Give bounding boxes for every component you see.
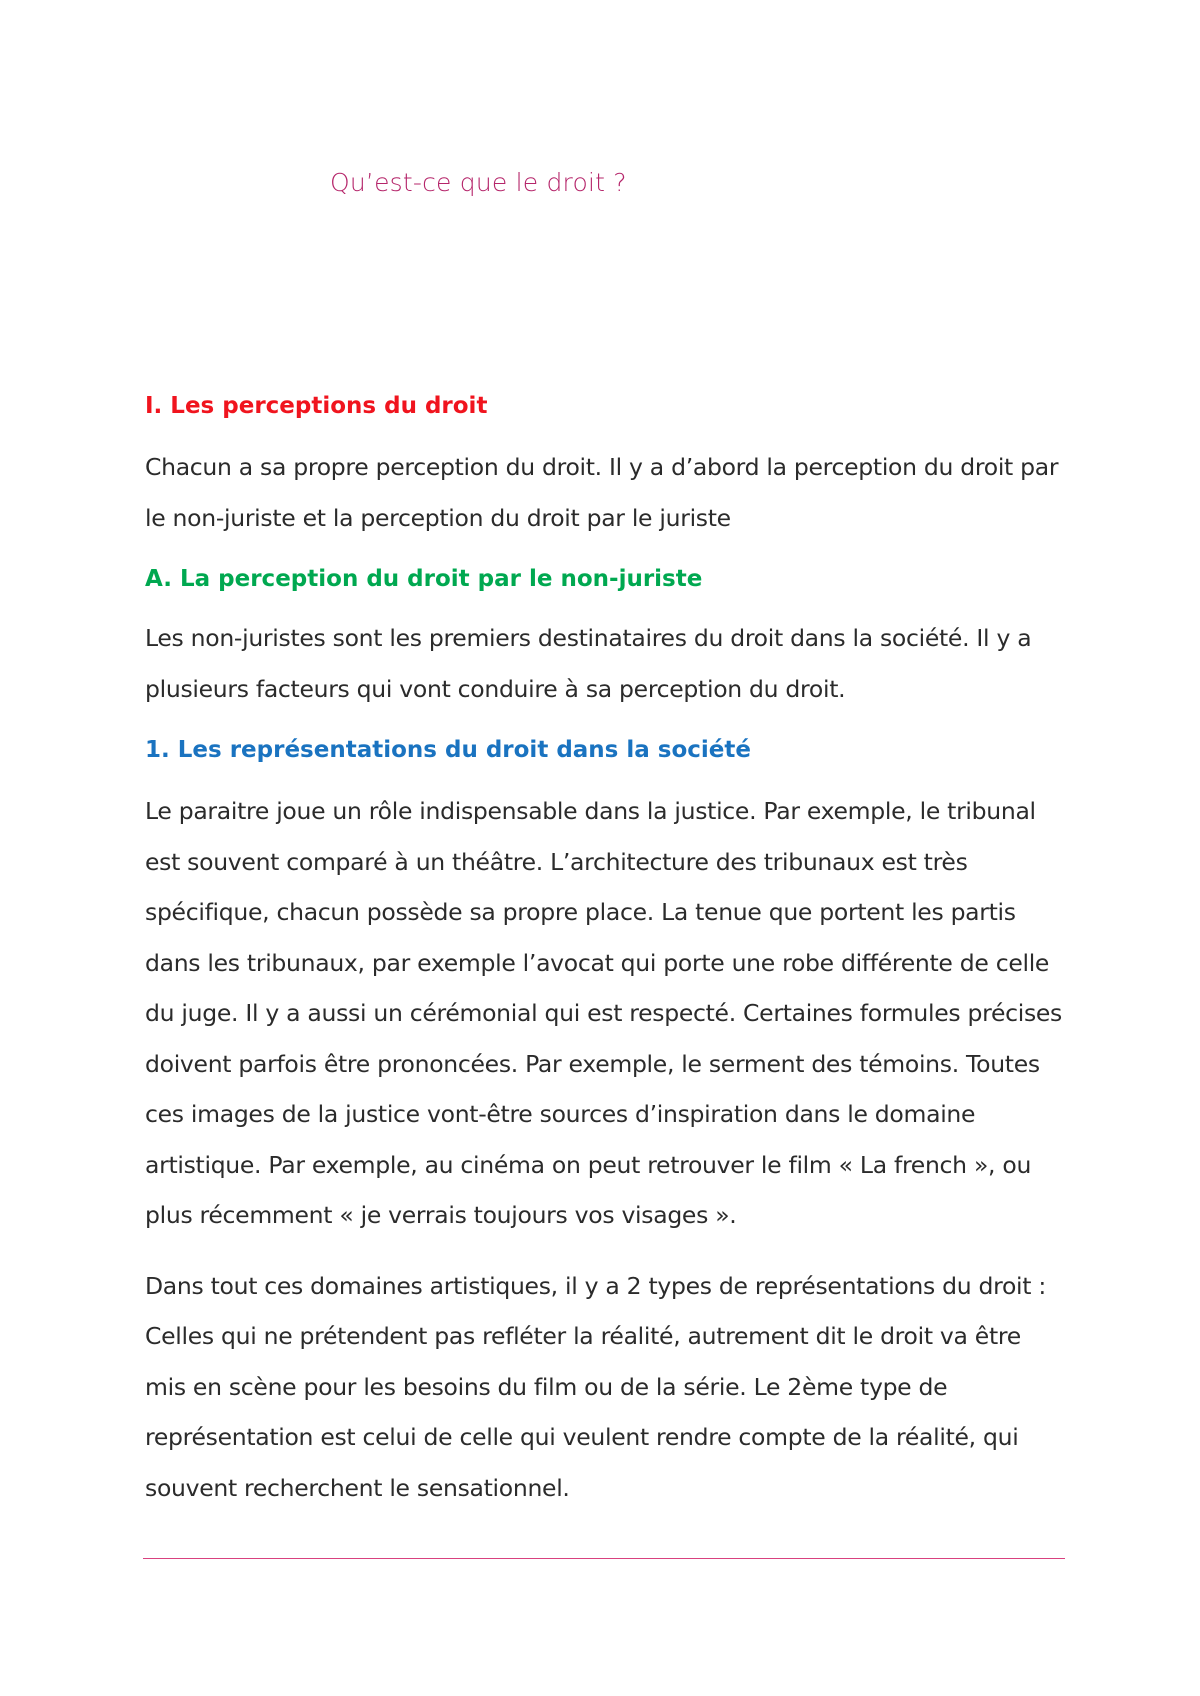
document-body [145, 390, 1065, 1533]
section-intro-paragraph: Chacun a sa propre perception du droit. Il y a d’abord la perception du droit par le non-juriste et la perception du droit par le juriste [145, 453, 1059, 532]
section-heading-perceptions: I. Les perceptions du droit [145, 393, 488, 419]
subsection-heading-non-juriste: A. La perception du droit par le non-juriste [145, 566, 703, 592]
body-paragraph-2: Dans tout ces domaines artistiques, il y a 2 types de représentations du droit : Celles qui ne prétendent pas refléter la réalité, autrement dit le droit va être mis en scène pour les besoins du film ou de la série. Le 2ème type de représentation est celui de celle qui veulent rendre compte de la réalité, qui souvent recherchent le sensationnel. [145, 1271, 1046, 1502]
footer-divider [143, 1558, 1065, 1559]
page-title: Qu’est-ce que le droit ? [330, 168, 627, 197]
body-paragraph-1: Le paraitre joue un rôle indispensable dans la justice. Par exemple, le tribunal est souvent comparé à un théâtre. L’architecture des tribunaux est très spécifique, chacun possède sa propre place. La tenue que portent les partis dans les tribunaux, par exemple l’avocat qui porte une robe différente de celle du juge. Il y a aussi un cérémonial qui est respecté. Certaines formules précises doivent parfois être prononcées. Par exemple, le serment des témoins. Toutes ces images de la justice vont-être sources d’inspiration dans le domaine artistique. Par exemple, au cinéma on peut retrouver le film « La french », ou plus récemment « je verrais toujours vos visages ». [145, 797, 1062, 1229]
subsection-intro-paragraph: Les non-juristes sont les premiers destinataires du droit dans la société. Il y a plusieurs facteurs qui vont conduire à sa perception du droit. [145, 624, 1032, 703]
subsubsection-heading-representations: 1. Les représentations du droit dans la société [145, 737, 751, 763]
